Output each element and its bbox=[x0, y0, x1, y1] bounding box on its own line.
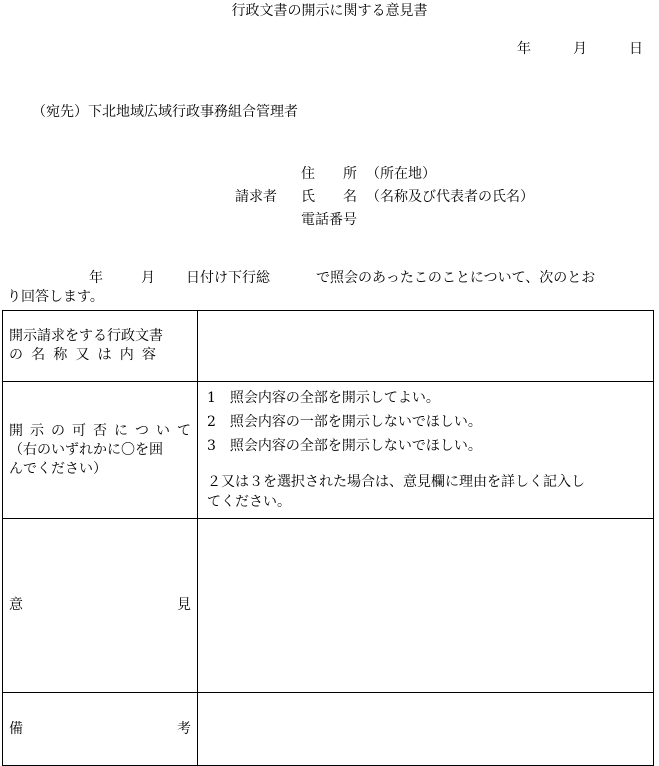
document-title: 行政文書の開示に関する意見書 bbox=[231, 3, 428, 19]
date-line bbox=[517, 40, 643, 58]
intro-day-ref: 日付け下行総 bbox=[186, 270, 270, 286]
remarks-field[interactable] bbox=[198, 693, 654, 766]
intro-line2: り回答します。 bbox=[7, 289, 104, 305]
date-day: 日 bbox=[629, 41, 643, 57]
opinion-label-cell bbox=[3, 519, 198, 693]
requester-block bbox=[235, 163, 534, 232]
intro-paragraph bbox=[7, 269, 655, 307]
opinion-field[interactable] bbox=[198, 519, 654, 693]
option-3[interactable]: 3 照会内容の全部を開示しないでほしい。 bbox=[207, 438, 482, 454]
disclosure-label-line1: 開 示 の 可 否 に つ い て bbox=[9, 422, 191, 439]
table-row-document bbox=[3, 311, 654, 382]
table-row-remarks bbox=[3, 693, 654, 766]
disclosure-label-line2: （右のいずれかに〇を囲 bbox=[9, 441, 163, 458]
intro-year: 年 bbox=[89, 270, 103, 286]
table-row-disclosure bbox=[3, 382, 654, 519]
document-label-line2: の 名 称 又 は 内 容 bbox=[9, 347, 156, 363]
intro-month: 月 bbox=[141, 270, 155, 286]
opinion-label: 意 見 bbox=[9, 597, 191, 613]
disclosure-options-cell bbox=[198, 382, 654, 519]
disclosure-label-cell bbox=[3, 382, 198, 519]
option-1[interactable]: 1 照会内容の全部を開示してよい。 bbox=[207, 390, 440, 406]
document-name-field[interactable] bbox=[198, 311, 654, 382]
address-label: 住 所 bbox=[301, 166, 357, 182]
document-label-line1: 開示請求をする行政文書 bbox=[9, 328, 163, 344]
disclosure-options bbox=[207, 382, 647, 458]
requester-label: 請求者 bbox=[235, 189, 277, 205]
intro-line1-end: で照会のあったこのことについて、次のとお bbox=[316, 270, 596, 286]
option-2[interactable]: 2 照会内容の一部を開示しないでほしい。 bbox=[207, 414, 482, 430]
addressee: （宛先）下北地域広域行政事務組合管理者 bbox=[32, 104, 298, 120]
document-label-cell bbox=[3, 311, 198, 382]
name-note: （名称及び代表者の氏名） bbox=[366, 189, 534, 205]
remarks-label-cell bbox=[3, 693, 198, 766]
note-line1: ２又は３を選択された場合は、意見欄に理由を詳しく記入し bbox=[207, 474, 585, 490]
address-note: （所在地） bbox=[366, 166, 436, 182]
phone-label: 電話番号 bbox=[301, 212, 357, 228]
table-row-opinion bbox=[3, 519, 654, 693]
opinion-form-table bbox=[2, 310, 654, 766]
remarks-label: 備 考 bbox=[9, 720, 191, 737]
selection-note bbox=[207, 472, 647, 512]
date-year: 年 bbox=[517, 41, 531, 57]
note-line2: てください。 bbox=[207, 494, 291, 510]
date-month: 月 bbox=[573, 41, 587, 57]
name-label: 氏 名 bbox=[301, 189, 357, 205]
disclosure-label-line3: んでください） bbox=[9, 460, 107, 477]
